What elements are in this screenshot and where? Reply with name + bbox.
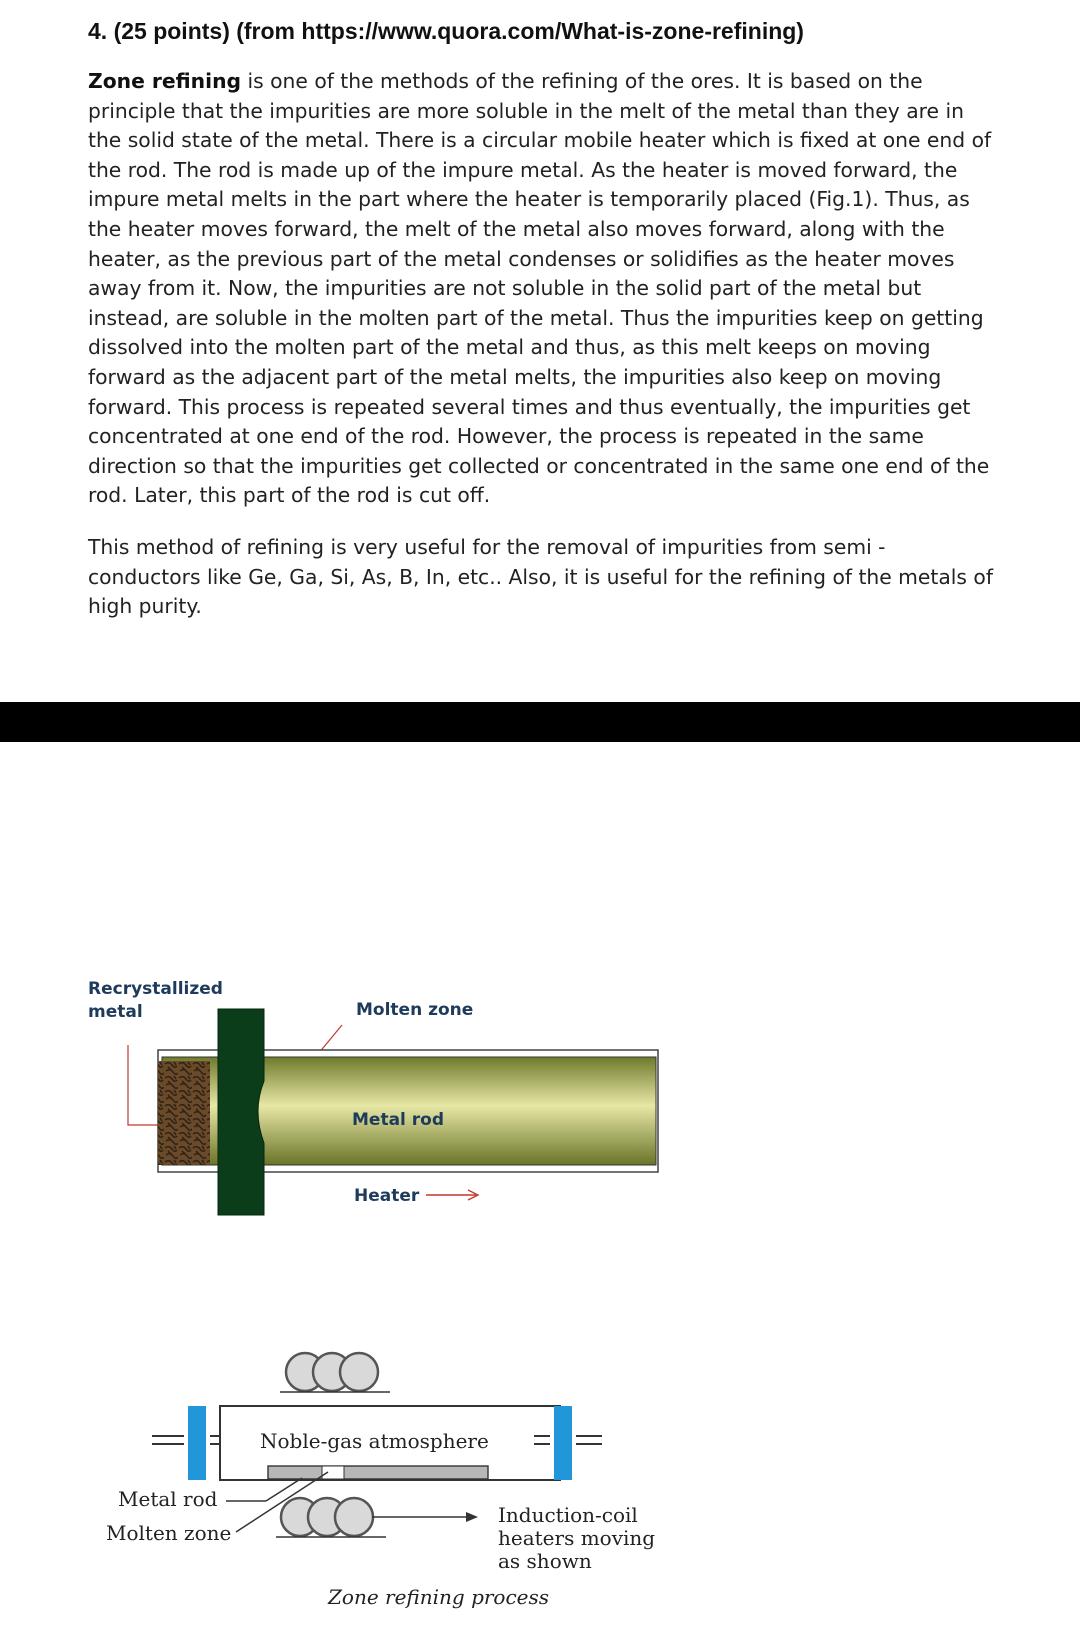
recrystallized-pointer-line <box>128 1045 158 1125</box>
zone-refining-heater-figure <box>80 979 700 1265</box>
inner-molten-zone <box>322 1466 344 1479</box>
top-induction-coils <box>286 1353 378 1391</box>
heater-label: Heater <box>354 1186 420 1206</box>
metal-rod-label: Metal rod <box>352 1110 445 1130</box>
heaters-label-line2: heaters moving <box>498 1526 656 1550</box>
arrow-head-icon <box>466 1512 478 1522</box>
heaters-label-line1: Induction-coil <box>498 1503 638 1527</box>
answer-paragraph-1-body: is one of the methods of the refining of the ores. It is based on the principle that the impurities are more soluble in the melt of the metal than they are in the solid state of the metal. There is a circular mobile heater which is fixed at one end of the rod. The rod is made up of the impure metal. As the heater is moved forward, the impure metal melts in the part where the heater is temporarily placed (Fig.1). Thus, as the heater moves forward, the melt of the metal also moves forward, along with the heater, as the previous part of the metal condenses or solidifies as the heater moves away from it. Now, the impurities are not soluble in the solid part of the metal but instead, are soluble in the molten part of the metal. Thus the impurities keep on getting dissolved into the molten part of the metal and thus, as this melt keeps on moving forward as the adjacent part of the metal melts, the impurities also keep on moving forward. This process is repeated several times and thus eventually, the impurities get concentrated at one end of the rod. However, the process is repeated in the same direction so that the impurities get collected or concentrated in the same one end of the rod. Later, this part of the rod is cut off. <box>88 69 992 508</box>
molten-zone-label: Molten zone <box>356 1000 474 1020</box>
question-header: 4. (25 points) (from https://www.quora.com/What-is-zone-refining) <box>88 18 804 44</box>
answer-paragraph-1 <box>88 67 993 511</box>
inner-metal-rod <box>268 1466 488 1479</box>
right-end-cap <box>554 1406 572 1480</box>
recrystallized-label-line2: metal <box>88 1002 143 1022</box>
zone-refining-term: Zone refining <box>88 69 242 93</box>
left-end-cap <box>188 1406 206 1480</box>
metal-rod-label-2: Metal rod <box>118 1487 218 1511</box>
molten-zone-label-2: Molten zone <box>106 1521 232 1545</box>
figure-caption: Zone refining process <box>328 1585 550 1609</box>
heater-block <box>218 1009 264 1215</box>
heaters-label-line3: as shown <box>498 1549 592 1573</box>
recrystallized-section <box>158 1061 210 1165</box>
answer-text <box>88 67 993 644</box>
left-connectors <box>152 1436 220 1444</box>
bottom-induction-coils <box>281 1498 373 1536</box>
answer-paragraph-2: This method of refining is very useful for the removal of impurities from semi - conductors like Ge, Ga, Si, As, B, In, etc.. Also, it is useful for the refining of the metals of high purity. <box>88 534 993 619</box>
noble-gas-label: Noble-gas atmosphere <box>260 1429 489 1453</box>
recrystallized-label: Recrystallized <box>88 979 223 999</box>
zone-refining-process-figure <box>90 1340 690 1620</box>
redaction-bar <box>0 702 1080 742</box>
